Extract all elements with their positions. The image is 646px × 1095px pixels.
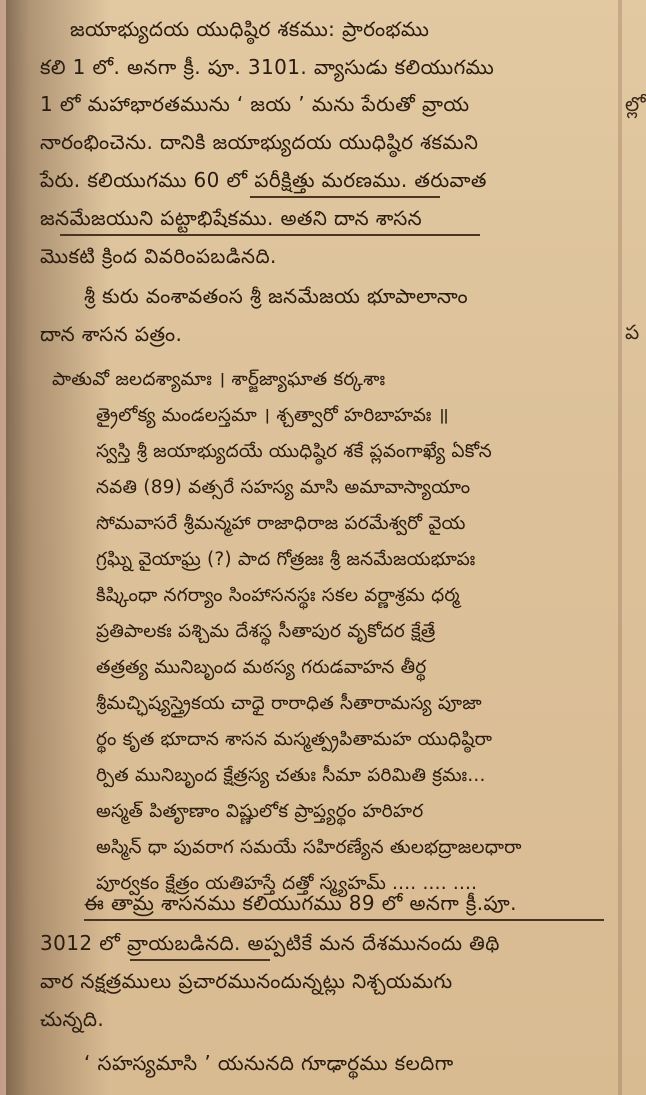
margin-note: ల్లో xyxy=(625,92,646,116)
verse-line: పాతువో జలదశ్యామాః । శార్జ్‌జ్యాఘాత కర్కశాః xyxy=(52,369,386,390)
verse-line: గ్రఘ్ని వైయాఘ్ర (?) పాద గోత్రజః శ్రీ జనమేజయభూపః xyxy=(96,549,476,570)
right-edge-shadow xyxy=(618,0,622,1095)
underline xyxy=(60,234,480,236)
text-line: వార నక్షత్రములు ప్రచారమునందున్నట్లు నిశ్చయమగు xyxy=(40,969,453,993)
verse-line: శ్రీమచ్ఛిష్యస్త్రైకయ చాధై రారాధిత సీతారామస్య పూజా xyxy=(96,693,482,714)
text-line: కలి 1 లో. అనగా క్రీ. పూ. 3101. వ్యాసుడు కలియుగము xyxy=(40,55,495,79)
text-line: 3012 లో వ్రాయబడినది. అప్పటికే మన దేశమునందు తిథి xyxy=(40,931,500,955)
margin-note: ప xyxy=(625,320,640,344)
verse-line: ప్రతిపాలకః పశ్చిమ దేశస్థ సీతాపుర వృకోదర క్షేత్రే xyxy=(96,621,436,642)
text-line: చున్నది. xyxy=(40,1007,105,1031)
underline xyxy=(130,959,270,961)
text-line: జనమేజయుని పట్టాభిషేకము. అతని దాన శాసన xyxy=(40,206,423,230)
verse-line: త్రైలోక్య మండలస్తమా । శ్చత్వారో హరిబాహవః ॥ xyxy=(96,405,449,426)
verse-line: అస్మిన్ ధా పువరాగ సమయే సహిరణ్యేన తులభద్రాజలధారా xyxy=(96,837,522,858)
underline xyxy=(250,196,440,198)
text-line: దాన శాసన పత్రం. xyxy=(40,322,183,346)
text-line: 1 లో మహాభారతమును ‘ జయ ’ మను పేరుతో వ్రాయ xyxy=(40,92,470,116)
verse-line: కిష్కింధా నగర్యాం సింహాసనస్థః సకల వర్ణాశ్రమ ధర్మ xyxy=(96,585,460,606)
verse-line: అస్మత్ పితౄణాం విష్ణులోక ప్రాప్త్యర్థం హరిహర xyxy=(96,801,424,822)
verse-line: సోమవాసరే శ్రీమన్మహా రాజాధిరాజ పరమేశ్వరో వైయ xyxy=(96,513,466,534)
verse-line: స్వస్తి శ్రీ జయాభ్యుదయే యుధిష్ఠిర శకే ప్లవంగాఖ్యే ఏకోన xyxy=(96,441,492,462)
text-line: ఈ తామ్ర శాసనము కలియుగము 89 లో అనగా క్రీ.పూ. xyxy=(84,891,517,915)
underline xyxy=(84,919,604,921)
text-line: మొకటి క్రింద వివరింపబడినది. xyxy=(40,244,277,268)
verse-line: ర్పిత మునిబృంద క్షేత్రస్య చతుః సీమా పరిమితి క్రమః... xyxy=(96,765,486,786)
text-line: జయాభ్యుదయ యుధిష్ఠిర శకము: ప్రారంభము xyxy=(70,17,430,41)
text-line: నారంభించెను. దానికి జయాభ్యుదయ యుధిష్ఠిర శకమని xyxy=(40,130,479,154)
text-line: ‘ సహస్యమాసి ’ యనునది గూఢార్థము కలదిగా xyxy=(84,1051,454,1075)
verse-line: తత్రత్య మునిబృంద మఠస్య గరుడవాహన తీర్థ xyxy=(96,657,427,678)
text-line: శ్రీ కురు వంశావతంస శ్రీ జనమేజయ భూపాలానాం xyxy=(84,284,469,308)
verse-line: నవతి (89) వత్సరే సహస్య మాసి అమావాస్యాయాం xyxy=(96,477,471,498)
text-line: పేరు. కలియుగము 60 లో పరీక్షిత్తు మరణము. తరువాత xyxy=(40,168,487,192)
verse-line: పూర్వకం క్షేత్రం యతిహస్తే దత్తో స్మ్యహమ్ .... .... .... xyxy=(96,873,478,894)
left-edge-stripe xyxy=(0,0,6,1095)
verse-line: ర్థం కృత భూదాన శాసన మస్మత్ప్రపితామహ యుధిష్ఠిరా xyxy=(96,729,493,750)
